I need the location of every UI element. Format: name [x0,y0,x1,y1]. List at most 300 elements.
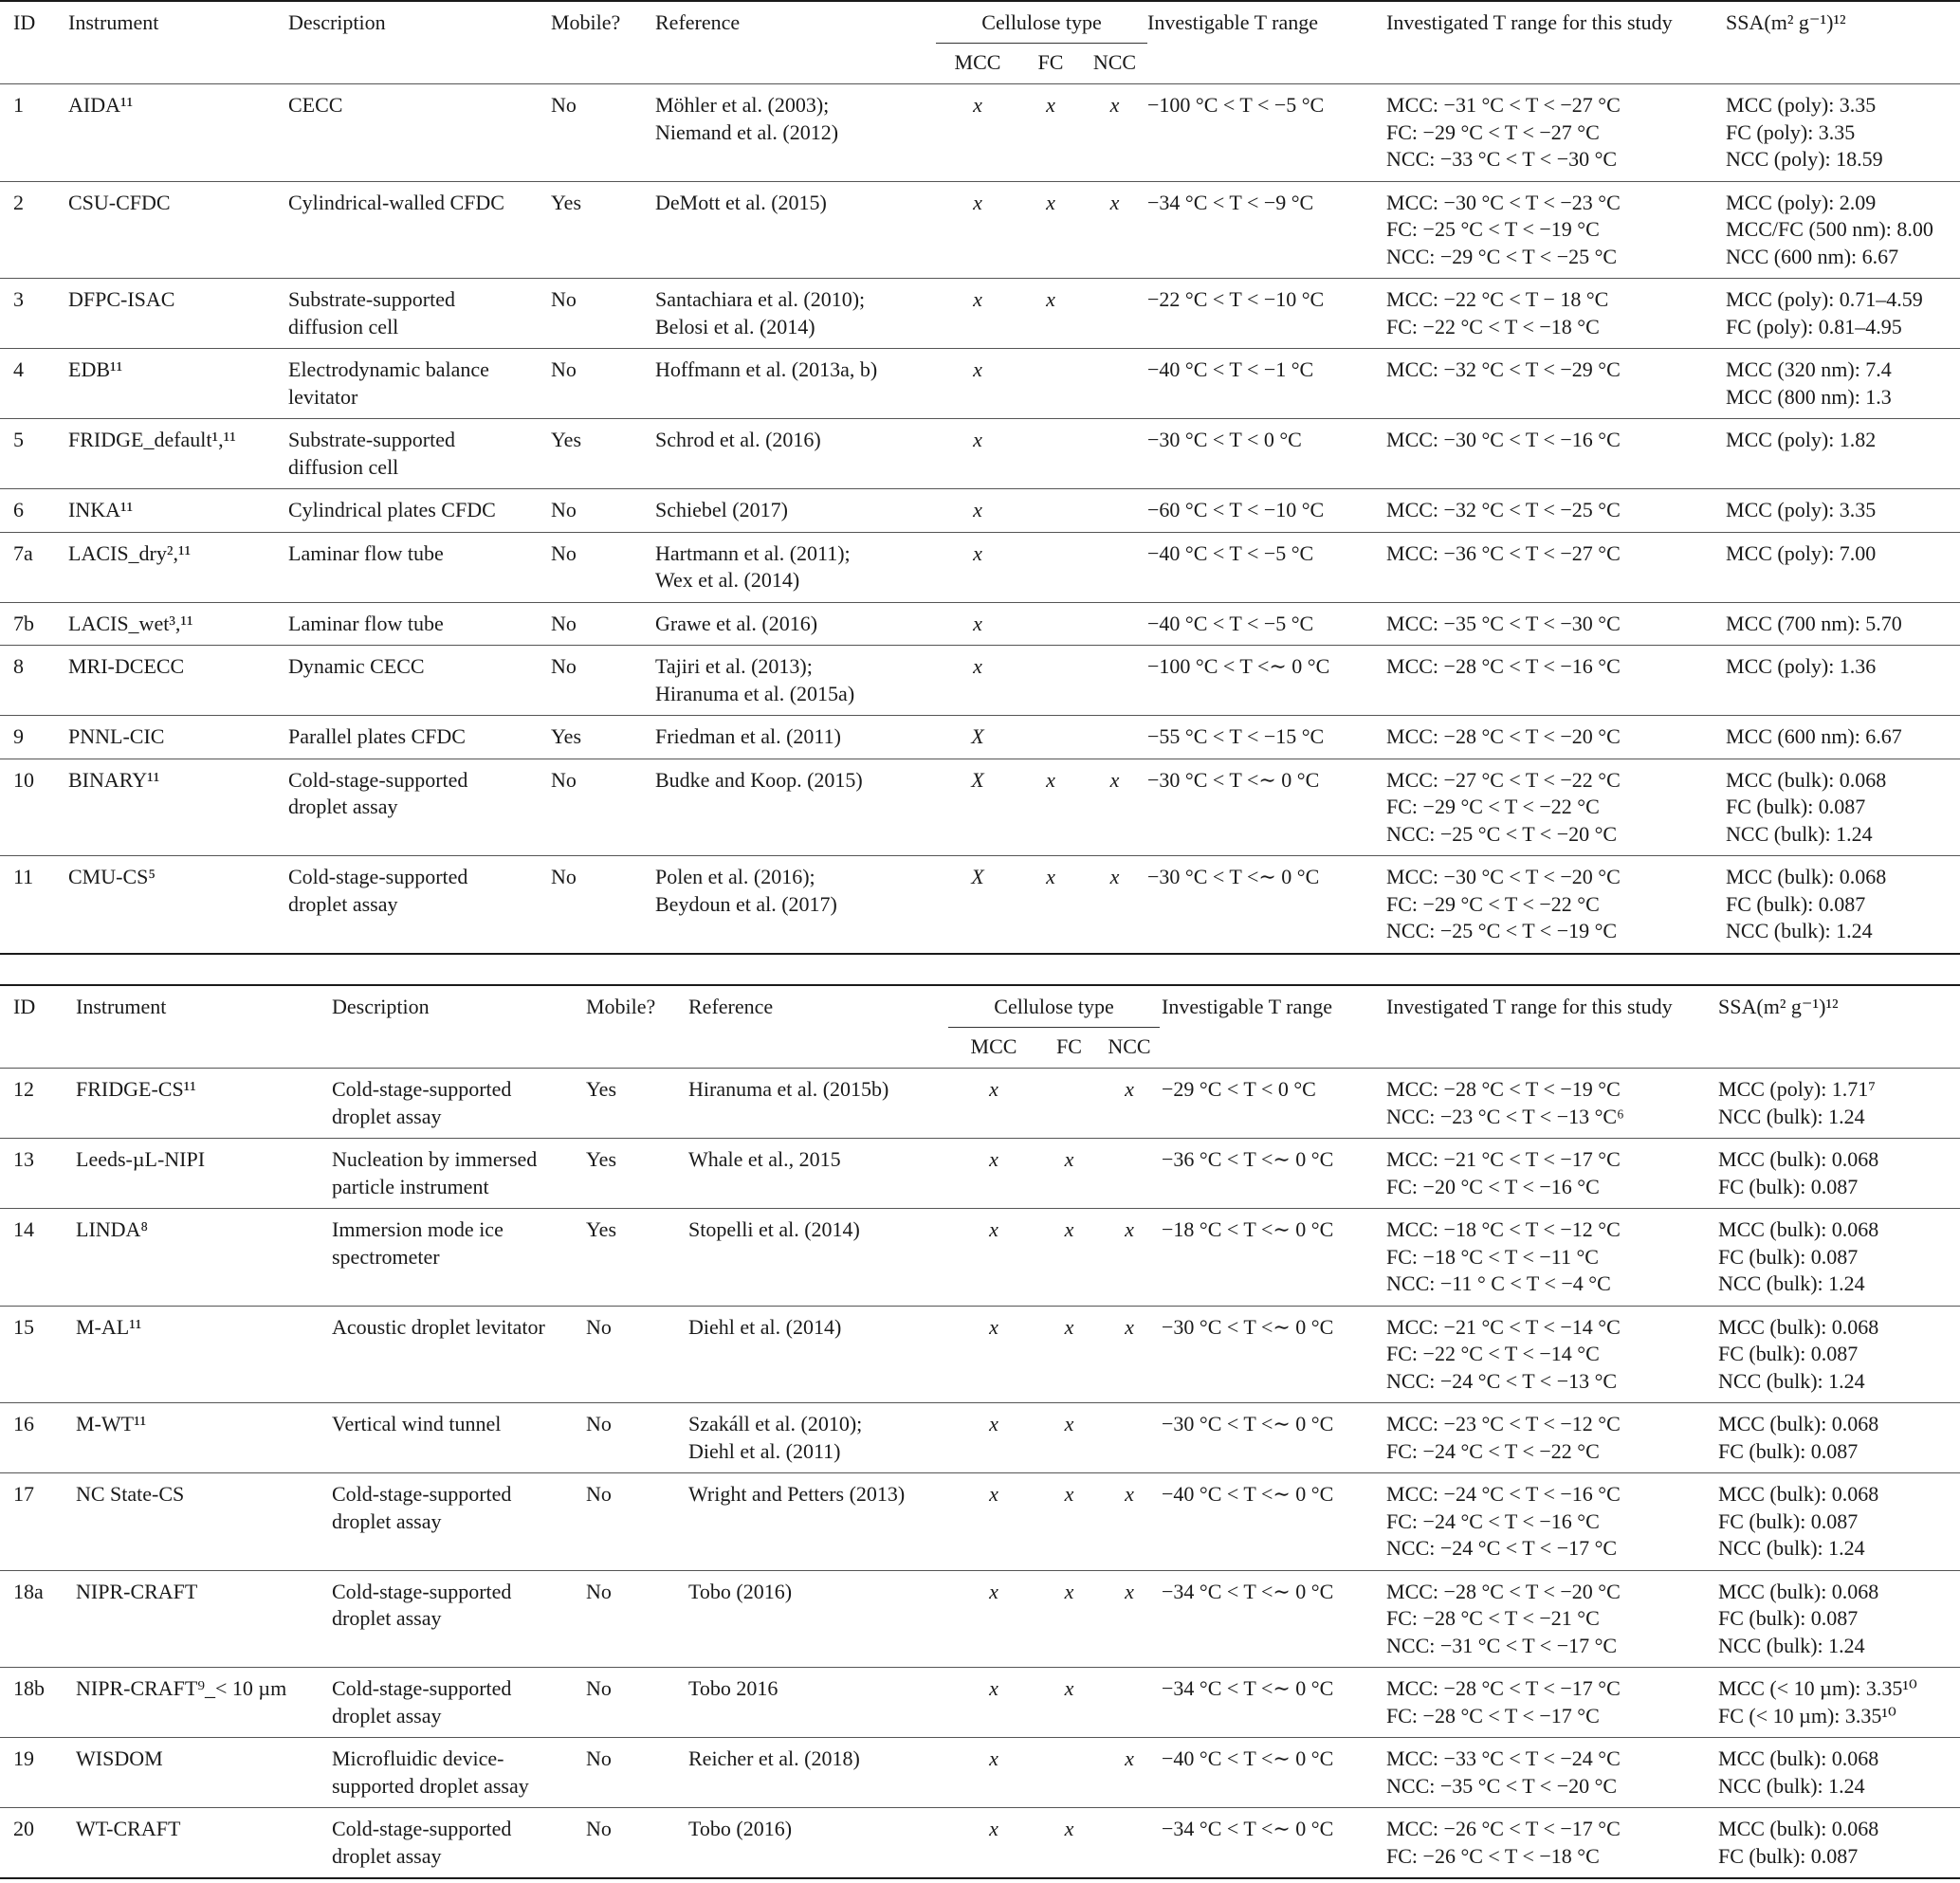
cell-instrument: M-AL¹¹ [76,1314,142,1339]
header-instrument: Instrument [76,995,167,1018]
header-investigable-t-range: Investigable T range [1147,10,1319,34]
cell-mcc-mark: x [989,1579,998,1603]
cell-investigable-range: −22 °C < T < −10 °C [1147,287,1325,311]
cell-fc-mark [1019,716,1082,759]
investigated-range-line: MCC: −28 °C < T < −19 °C [1386,1077,1621,1101]
cell-investigable-range: −40 °C < T < −5 °C [1147,611,1314,635]
cell-ssa [1718,1209,1960,1307]
cell-ncc-mark: x [1125,1482,1134,1506]
cell-investigable-range: −29 °C < T < 0 °C [1162,1077,1316,1101]
investigated-range-line: NCC: −24 °C < T < −17 °C [1386,1536,1618,1560]
cell-ncc-mark: x [1109,865,1120,888]
reference-line: Möhler et al. (2003); [655,93,830,117]
cell-investigated-range [1386,1570,1718,1668]
cell-mcc-mark: x [973,540,982,565]
table-row [0,1069,1960,1139]
ssa-line: MCC (poly): 7.00 [1726,540,1877,565]
cell-fc-mark [1019,646,1082,716]
cell-description [332,1738,586,1808]
cell-ncc-mark: x [1109,190,1120,214]
cell-mcc-mark: X [971,767,984,792]
reference-line: Hiranuma et al. (2015a) [655,681,855,705]
cell-mobile: No [586,1817,612,1840]
cell-investigated-range [1386,759,1726,856]
ssa-line: NCC (bulk): 1.24 [1726,919,1873,942]
cell-investigable-range: −30 °C < T <∼ 0 °C [1147,767,1320,792]
investigated-range-line: MCC: −30 °C < T < −20 °C [1386,865,1621,888]
header-mobile: Mobile? [551,10,621,34]
table-row [0,646,1960,716]
investigated-range-line: NCC: −33 °C < T < −30 °C [1386,147,1618,171]
cell-ncc-mark [1082,532,1147,602]
ssa-line: FC (bulk): 0.087 [1718,1843,1859,1868]
cell-id: 18a [13,1579,44,1603]
investigated-range-line: MCC: −30 °C < T < −23 °C [1386,190,1621,214]
cell-ssa [1718,1473,1960,1571]
table-header [0,985,1960,1069]
cell-description [332,1139,586,1209]
cell-investigated-range [1386,349,1726,419]
ssa-line: MCC (poly): 1.71⁷ [1718,1077,1876,1101]
cell-instrument: DFPC-ISAC [68,287,175,311]
cell-reference [655,716,936,759]
cell-instrument: CMU-CS⁵ [68,865,156,888]
cell-mobile: No [551,357,577,381]
cell-ncc-mark: x [1125,1314,1134,1339]
cell-fc-mark [1019,532,1082,602]
investigated-range-line: FC: −24 °C < T < −22 °C [1386,1438,1600,1463]
description-line: Laminar flow tube [288,611,444,635]
ssa-line: NCC (600 nm): 6.67 [1726,244,1899,268]
cell-instrument: INKA¹¹ [68,498,134,521]
cell-description [332,1570,586,1668]
investigated-range-line: MCC: −18 °C < T < −12 °C [1386,1217,1621,1241]
ssa-line: FC (bulk): 0.087 [1718,1508,1859,1533]
ssa-line: MCC (700 nm): 5.70 [1726,611,1902,635]
table-row [0,84,1960,182]
cell-mcc-mark: x [989,1077,998,1101]
investigated-range-line: NCC: −25 °C < T < −19 °C [1386,919,1618,942]
cell-mcc-mark: x [989,1217,998,1241]
header-reference: Reference [655,10,741,34]
cell-investigated-range [1386,489,1726,533]
description-line: Vertical wind tunnel [332,1412,502,1435]
cell-mobile: No [551,498,577,521]
investigated-range-line: MCC: −31 °C < T < −27 °C [1386,93,1621,117]
reference-line: Stopelli et al. (2014) [688,1217,860,1241]
header-ncc: NCC [1108,1033,1151,1058]
cell-investigable-range: −36 °C < T <∼ 0 °C [1162,1147,1334,1171]
reference-line: Hartmann et al. (2011); [655,540,851,565]
reference-line: Niemand et al. (2012) [655,119,839,144]
cell-description [332,1306,586,1403]
investigated-range-line: MCC: −23 °C < T < −12 °C [1386,1412,1621,1435]
cell-reference [688,1738,946,1808]
cell-fc-mark: x [1064,1676,1074,1700]
cell-reference [688,1808,946,1879]
description-line: Substrate-supported [288,287,455,311]
description-line: Cold-stage-supported [332,1077,512,1101]
cell-fc-mark: x [1046,287,1055,311]
cell-mobile: Yes [586,1217,617,1241]
cell-description [332,1209,586,1307]
cell-reference [688,1069,946,1139]
header-investigated-t-range: Investigated T range for this study [1386,10,1673,34]
cell-mobile: Yes [551,190,582,214]
description-line: droplet assay [332,1104,442,1128]
cell-reference [655,759,936,856]
cell-reference [655,532,936,602]
ssa-line: FC (< 10 µm): 3.35¹⁰ [1718,1703,1896,1728]
cell-instrument: MRI-DCECC [68,654,185,678]
cell-investigable-range: −100 °C < T < −5 °C [1147,93,1325,117]
cell-id: 5 [13,428,24,451]
cell-mcc-mark: x [973,287,982,311]
description-line: Acoustic droplet levitator [332,1314,545,1339]
description-line: diffusion cell [288,314,399,338]
cell-mcc-mark: X [971,865,984,888]
ssa-line: NCC (bulk): 1.24 [1718,1773,1865,1798]
ssa-line: NCC (bulk): 1.24 [1718,1633,1865,1657]
header-id: ID [13,995,36,1018]
ssa-line: MCC (800 nm): 1.3 [1726,384,1892,409]
reference-line: Wex et al. (2014) [655,568,800,592]
investigated-range-line: MCC: −35 °C < T < −30 °C [1386,611,1621,635]
table-row [0,279,1960,349]
cell-reference [655,419,936,489]
cell-investigated-range [1386,1668,1718,1738]
cell-id: 6 [13,498,24,521]
cell-description [332,1069,586,1139]
cell-description [332,1473,586,1571]
reference-line: Hiranuma et al. (2015b) [688,1077,889,1101]
cell-fc-mark [1041,1069,1097,1139]
cell-fc-mark: x [1064,1147,1074,1171]
ssa-line: NCC (bulk): 1.24 [1718,1271,1865,1295]
cell-mobile: No [586,1314,612,1339]
description-line: Substrate-supported [288,428,455,451]
cell-mcc-mark: x [973,611,982,635]
cell-investigated-range [1386,1069,1718,1139]
cell-fc-mark: x [1046,93,1055,117]
cell-fc-mark [1019,489,1082,533]
description-line: Parallel plates CFDC [288,724,466,748]
header-ssa: SSA(m² g⁻¹)¹² [1726,10,1846,34]
investigated-range-line: MCC: −36 °C < T < −27 °C [1386,540,1621,565]
cell-instrument: NIPR-CRAFT [76,1579,198,1603]
cell-investigable-range: −40 °C < T <∼ 0 °C [1162,1746,1334,1770]
cell-investigated-range [1386,1738,1718,1808]
cell-description [288,349,551,419]
cell-ssa [1726,84,1960,182]
table-body-part-2 [0,1069,1960,1879]
table-row [0,1209,1960,1307]
cell-fc-mark [1019,349,1082,419]
cell-mcc-mark: x [989,1482,998,1506]
header-description: Description [288,10,386,34]
description-line: Cold-stage-supported [332,1482,512,1506]
instrument-table-part-2 [0,984,1960,1879]
ssa-line: NCC (poly): 18.59 [1726,147,1883,171]
cell-investigable-range: −34 °C < T <∼ 0 °C [1162,1579,1334,1603]
investigated-range-line: FC: −22 °C < T < −18 °C [1386,314,1600,338]
cell-id: 10 [13,767,34,792]
investigated-range-line: NCC: −24 °C < T < −13 °C [1386,1368,1618,1393]
cell-ssa [1718,1570,1960,1668]
cell-id: 9 [13,724,24,748]
investigated-range-line: NCC: −25 °C < T < −20 °C [1386,821,1618,846]
investigated-range-line: MCC: −24 °C < T < −16 °C [1386,1482,1621,1506]
table-row [0,602,1960,646]
investigated-range-line: MCC: −28 °C < T < −20 °C [1386,724,1621,748]
cell-ssa [1726,349,1960,419]
description-line: Nucleation by immersed [332,1147,538,1171]
ssa-line: MCC (poly): 1.82 [1726,428,1877,451]
cell-mobile: Yes [551,428,582,451]
table-row [0,1139,1960,1209]
reference-line: Szakáll et al. (2010); [688,1412,863,1435]
ssa-line: MCC (bulk): 0.068 [1718,1482,1879,1506]
header-id: ID [13,10,36,34]
cell-fc-mark: x [1064,1217,1074,1241]
cell-description [288,532,551,602]
cell-instrument: NC State-CS [76,1482,185,1506]
ssa-line: MCC (poly): 3.35 [1726,498,1877,521]
cell-id: 1 [13,93,24,117]
cell-ssa [1726,419,1960,489]
cell-investigable-range: −60 °C < T < −10 °C [1147,498,1325,521]
ssa-line: MCC/FC (500 nm): 8.00 [1726,217,1933,241]
cell-ssa [1718,1069,1960,1139]
ssa-line: MCC (poly): 0.71–4.59 [1726,287,1923,311]
investigated-range-line: NCC: −35 °C < T < −20 °C [1386,1773,1618,1798]
table-header [0,1,1960,84]
cell-fc-mark [1041,1738,1097,1808]
cell-investigated-range [1386,1139,1718,1209]
cell-mobile: No [551,287,577,311]
cell-mcc-mark: x [989,1314,998,1339]
cell-fc-mark: x [1064,1579,1074,1603]
cell-mcc-mark: x [989,1676,998,1700]
investigated-range-line: MCC: −32 °C < T < −29 °C [1386,357,1621,381]
cell-mobile: No [551,611,577,635]
reference-line: Polen et al. (2016); [655,865,815,888]
reference-line: Friedman et al. (2011) [655,724,841,748]
investigated-range-line: NCC: −29 °C < T < −25 °C [1386,244,1618,268]
cell-instrument: CSU-CFDC [68,190,171,214]
cell-instrument: M-WT¹¹ [76,1412,147,1435]
cell-investigated-range [1386,716,1726,759]
header-fc: FC [1056,1033,1082,1058]
ssa-line: MCC (bulk): 0.068 [1718,1314,1879,1339]
header-ncc: NCC [1092,49,1137,74]
description-line: Electrodynamic balance [288,357,489,381]
cell-reference [655,181,936,279]
reference-line: Diehl et al. (2011) [688,1438,841,1463]
cell-investigable-range: −34 °C < T <∼ 0 °C [1162,1676,1334,1700]
cell-id: 15 [13,1314,34,1339]
cell-fc-mark: x [1046,767,1055,792]
cell-reference [655,349,936,419]
cell-mobile: No [551,540,577,565]
cell-mobile: No [586,1746,612,1770]
cell-ssa [1726,181,1960,279]
cell-description [288,489,551,533]
investigated-range-line: MCC: −28 °C < T < −16 °C [1386,654,1621,678]
header-investigable-t-range: Investigable T range [1162,995,1333,1018]
ssa-line: FC (bulk): 0.087 [1718,1342,1859,1365]
cell-id: 4 [13,357,24,381]
table-row [0,1403,1960,1473]
cell-ssa [1726,489,1960,533]
cell-fc-mark: x [1064,1412,1074,1435]
table-row [0,1738,1960,1808]
description-line: particle instrument [332,1174,489,1198]
cell-ncc-mark [1082,602,1147,646]
cell-mcc-mark: x [973,654,982,678]
description-line: droplet assay [332,1606,442,1630]
cell-investigated-range [1386,1403,1718,1473]
cell-ssa [1726,856,1960,954]
header-instrument: Instrument [68,10,159,34]
cell-fc-mark: x [1064,1482,1074,1506]
cell-id: 17 [13,1482,34,1506]
ssa-line: MCC (bulk): 0.068 [1726,767,1887,792]
cell-mobile: No [551,93,577,117]
table-row [0,1668,1960,1738]
ssa-line: FC (poly): 3.35 [1726,119,1856,144]
description-line: supported droplet assay [332,1773,529,1798]
ssa-line: MCC (< 10 µm): 3.35¹⁰ [1718,1676,1917,1700]
cell-ssa [1718,1738,1960,1808]
ssa-line: FC (bulk): 0.087 [1718,1244,1859,1269]
investigated-range-line: MCC: −22 °C < T − 18 °C [1386,287,1609,311]
investigated-range-line: NCC: −11 ° C < T < −4 °C [1386,1271,1611,1295]
reference-line: Budke and Koop. (2015) [655,767,863,792]
table-row [0,856,1960,954]
cell-reference [655,856,936,954]
cell-mobile: Yes [586,1147,617,1171]
investigated-range-line: MCC: −26 °C < T < −17 °C [1386,1817,1621,1840]
cell-reference [655,646,936,716]
cell-mobile: No [586,1412,612,1435]
reference-line: DeMott et al. (2015) [655,190,827,214]
reference-line: Belosi et al. (2014) [655,314,815,338]
cell-reference [688,1473,946,1571]
cell-ncc-mark [1082,279,1147,349]
cell-instrument: AIDA¹¹ [68,93,134,117]
ssa-line: MCC (bulk): 0.068 [1718,1579,1879,1603]
cell-ssa [1726,759,1960,856]
cell-id: 7a [13,540,33,565]
ssa-line: MCC (320 nm): 7.4 [1726,357,1892,381]
cell-mcc-mark: x [973,428,982,451]
reference-line: Santachiara et al. (2010); [655,287,866,311]
cell-description [288,856,551,954]
header-fc: FC [1037,49,1064,74]
cell-instrument: LINDA⁸ [76,1217,149,1241]
cell-id: 14 [13,1217,34,1241]
reference-line: Diehl et al. (2014) [688,1314,842,1339]
cell-ncc-mark [1082,349,1147,419]
cell-investigated-range [1386,1808,1718,1879]
cell-mcc-mark: x [973,93,982,117]
description-line: Cold-stage-supported [288,865,468,888]
description-line: Laminar flow tube [288,540,444,565]
cell-reference [688,1209,946,1307]
cell-id: 18b [13,1676,45,1700]
investigated-range-line: FC: −28 °C < T < −17 °C [1386,1703,1600,1728]
header-investigated-t-range: Investigated T range for this study [1386,995,1673,1018]
header-cellulose-type: Cellulose type [936,1,1147,44]
cell-reference [688,1306,946,1403]
ssa-line: MCC (poly): 1.36 [1726,654,1877,678]
cell-ssa [1726,602,1960,646]
cell-description [288,602,551,646]
cell-investigated-range [1386,856,1726,954]
cell-ncc-mark: x [1109,767,1120,792]
cell-ssa [1718,1808,1960,1879]
cell-mcc-mark: x [989,1817,998,1840]
cell-mcc-mark: x [989,1412,998,1435]
description-line: droplet assay [332,1703,442,1728]
investigated-range-line: MCC: −30 °C < T < −16 °C [1386,428,1621,451]
investigated-range-line: MCC: −28 °C < T < −20 °C [1386,1579,1621,1603]
description-line: CECC [288,93,343,117]
ssa-line: MCC (poly): 2.09 [1726,190,1877,214]
reference-line: Schiebel (2017) [655,498,788,521]
ssa-line: FC (bulk): 0.087 [1718,1606,1859,1630]
reference-line: Beydoun et al. (2017) [655,891,837,916]
cell-investigated-range [1386,1473,1718,1571]
cell-mcc-mark: X [971,724,984,748]
ssa-line: MCC (600 nm): 6.67 [1726,724,1902,748]
ssa-line: NCC (bulk): 1.24 [1718,1368,1865,1393]
header-cellulose-type: Cellulose type [946,985,1162,1028]
table-row [0,419,1960,489]
cell-ssa [1726,532,1960,602]
cell-fc-mark: x [1064,1314,1074,1339]
cell-instrument: WT-CRAFT [76,1817,181,1840]
investigated-range-line: FC: −28 °C < T < −21 °C [1386,1606,1600,1630]
cell-investigated-range [1386,279,1726,349]
cell-reference [655,489,936,533]
cell-investigated-range [1386,1306,1718,1403]
cell-id: 3 [13,287,24,311]
header-description: Description [332,995,430,1018]
table-row [0,1306,1960,1403]
cell-mobile: Yes [551,724,582,748]
cell-ncc-mark: x [1125,1077,1134,1101]
ssa-line: MCC (bulk): 0.068 [1718,1147,1879,1171]
ssa-line: NCC (bulk): 1.24 [1718,1536,1865,1560]
cell-mobile: No [551,865,577,888]
ssa-line: FC (poly): 0.81–4.95 [1726,314,1902,338]
cell-mcc-mark: x [973,357,982,381]
cell-reference [688,1668,946,1738]
cell-investigated-range [1386,84,1726,182]
cell-reference [688,1403,946,1473]
cell-reference [655,602,936,646]
investigated-range-line: FC: −18 °C < T < −11 °C [1386,1244,1599,1269]
cell-id: 20 [13,1817,34,1840]
cell-ncc-mark: x [1125,1746,1134,1770]
description-line: Cylindrical plates CFDC [288,498,496,521]
cell-investigable-range: −40 °C < T < −1 °C [1147,357,1314,381]
cell-fc-mark: x [1046,190,1055,214]
investigated-range-line: MCC: −33 °C < T < −24 °C [1386,1746,1621,1770]
ssa-line: MCC (bulk): 0.068 [1718,1412,1879,1435]
